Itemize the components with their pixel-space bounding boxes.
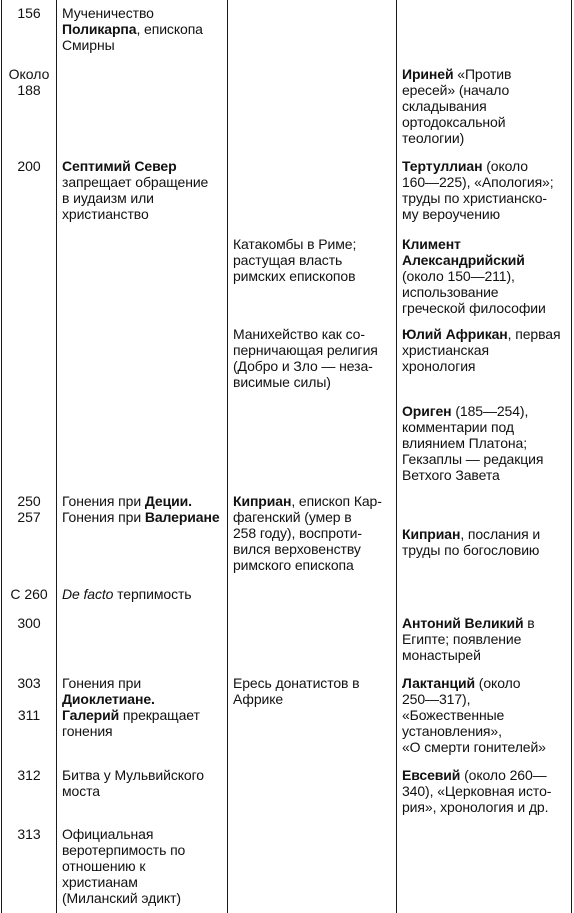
event-cell: Гонения при Диоклетиане. Галерий прекращает гонения — [62, 675, 200, 739]
church-cell: Манихейство как со- перничающая религия (Добро и Зло — неза- висимые силы) — [233, 326, 378, 390]
year-cell: 313 — [17, 826, 41, 842]
column-divider — [571, 0, 572, 913]
column-divider — [396, 0, 397, 913]
year-cell: 303 — [17, 675, 41, 691]
event-cell: Официальная веротерпимость по отношению к христианам (Миланский эдикт) — [62, 826, 186, 906]
column-divider — [56, 0, 57, 913]
event-cell: Битва у Мульвийского моста — [62, 767, 204, 799]
culture-cell: Лактанций (около 250—317), «Божественные установления», «О смерти гонителей» — [402, 675, 546, 755]
event-cell: De facto терпимость — [62, 586, 192, 602]
culture-cell: Евсевий (около 260— 340), «Церковная исто- рия», хронология и др. — [402, 767, 552, 815]
culture-cell: Ириней «Против ересей» (начало складывания ортодоксальной теологии) — [402, 66, 512, 146]
event-cell: Мученичество Поликарпа, епископа Смирны — [62, 5, 203, 53]
culture-cell: Ориген (185—254), комментарии под влиянием Платона; Гекзаплы — редакция Ветхого Завета — [402, 403, 544, 483]
year-cell: 200 — [17, 158, 41, 174]
year-cell: 156 — [17, 5, 41, 21]
church-cell: Ересь донатистов в Африке — [233, 675, 360, 707]
culture-cell: Юлий Африкан, первая христианская хронология — [402, 326, 561, 374]
column-divider — [227, 0, 228, 913]
year-cell: Около 188 — [8, 66, 50, 98]
event-cell: Гонения при Деции. Гонения при Валериане — [62, 493, 220, 525]
year-cell: 311 — [17, 707, 41, 723]
church-cell: Катакомбы в Риме; растущая власть римских епископов — [233, 236, 357, 284]
culture-cell: Антоний Великий в Египте; появление монастырей — [402, 615, 535, 663]
year-cell: 250 257 — [17, 493, 41, 525]
year-cell: С 260 — [10, 586, 48, 602]
culture-cell: Тертуллиан (около 160—225), «Апология»; труды по христианско- му вероучению — [402, 158, 554, 222]
church-cell: Киприан, епископ Кар- фагенский (умер в 258 году), воспроти- вился верховенству римского епископа — [233, 493, 382, 573]
year-cell: 312 — [17, 767, 41, 783]
culture-cell: Климент Александрийский (около 150—211), использование греческой философии — [402, 236, 546, 316]
culture-cell: Киприан, послания и труды по богословию — [402, 526, 541, 558]
year-cell: 300 — [17, 615, 41, 631]
event-cell: Септимий Север запрещает обращение в иудаизм или христианство — [62, 158, 209, 222]
